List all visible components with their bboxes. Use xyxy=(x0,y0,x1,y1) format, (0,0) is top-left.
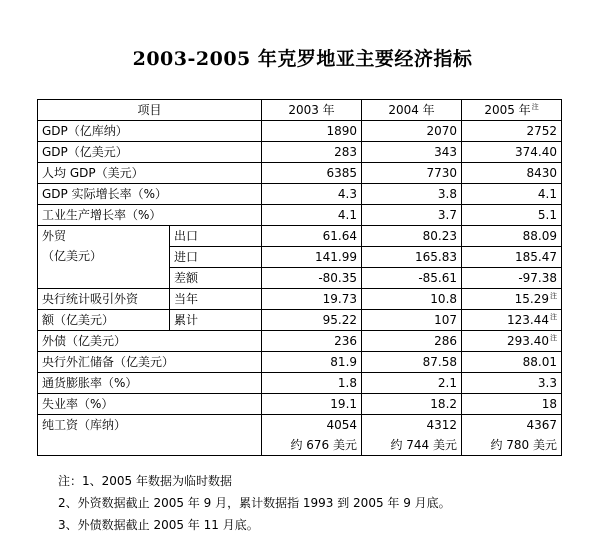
header-row xyxy=(38,100,562,121)
table-row xyxy=(38,415,562,456)
footnotes xyxy=(58,470,451,536)
cell-2003 xyxy=(262,415,362,456)
cell-value: 4054 xyxy=(326,418,358,432)
cell-2005 xyxy=(462,289,562,310)
cell-2004 xyxy=(362,415,462,456)
fdi-label-line2: 额（亿美元） xyxy=(38,310,170,331)
cell-2005: 185.47 xyxy=(462,247,562,268)
trade-group-label xyxy=(38,226,170,289)
cell-2004: 165.83 xyxy=(362,247,462,268)
cell-2003: 4.1 xyxy=(262,205,362,226)
cell-2005 xyxy=(462,331,562,352)
cell-2004: -85.61 xyxy=(362,268,462,289)
row-label: 通货膨胀率（%） xyxy=(38,373,262,394)
table-row xyxy=(38,331,562,352)
header-item: 项目 xyxy=(38,100,262,121)
table-row xyxy=(38,184,562,205)
cell-usd: 约 744 美元 xyxy=(390,438,458,452)
cell-usd: 约 676 美元 xyxy=(290,438,358,452)
page-title: 2003-2005 年克罗地亚主要经济指标 xyxy=(132,48,473,70)
header-2005-label: 2005 年 xyxy=(484,103,531,117)
cell-2005: 5.1 xyxy=(462,205,562,226)
economic-indicators-table xyxy=(37,99,562,456)
cell-usd: 约 780 美元 xyxy=(490,438,558,452)
trade-label-line2: （亿美元） xyxy=(42,249,103,263)
table-row xyxy=(38,142,562,163)
cell-2005: 88.09 xyxy=(462,226,562,247)
cell-2003: 19.73 xyxy=(262,289,362,310)
cell-2003: 141.99 xyxy=(262,247,362,268)
cell-2003: 236 xyxy=(262,331,362,352)
cell-2005: 374.40 xyxy=(462,142,562,163)
cell-2004: 18.2 xyxy=(362,394,462,415)
cell-2004: 3.8 xyxy=(362,184,462,205)
cell-2003: -80.35 xyxy=(262,268,362,289)
footnote-2: 2、外资数据截止 2005 年 9 月，累计数据指 1993 到 2005 年 9 月底。 xyxy=(58,496,451,510)
table-row xyxy=(38,352,562,373)
note-mark: 注 xyxy=(531,103,539,111)
cell-2005: 3.3 xyxy=(462,373,562,394)
cell-2005: 88.01 xyxy=(462,352,562,373)
cell-2004: 286 xyxy=(362,331,462,352)
cell-2004: 87.58 xyxy=(362,352,462,373)
header-2003: 2003 年 xyxy=(262,100,362,121)
table-row xyxy=(38,205,562,226)
cell-value: 4367 xyxy=(526,418,558,432)
row-label: GDP 实际增长率（%） xyxy=(38,184,262,205)
note-mark: 注 xyxy=(550,334,558,342)
row-label: 外债（亿美元） xyxy=(38,331,262,352)
cell-2003: 19.1 xyxy=(262,394,362,415)
sub-label: 出口 xyxy=(170,226,262,247)
cell-2005: 18 xyxy=(462,394,562,415)
cell-2004: 2.1 xyxy=(362,373,462,394)
cell-2003: 61.64 xyxy=(262,226,362,247)
note-mark: 注 xyxy=(550,313,558,321)
fdi-label-line1: 央行统计吸引外资 xyxy=(38,289,170,310)
cell-2004: 343 xyxy=(362,142,462,163)
cell-2004: 7730 xyxy=(362,163,462,184)
note-mark: 注 xyxy=(550,292,558,300)
cell-2004: 10.8 xyxy=(362,289,462,310)
trade-label-line1: 外贸 xyxy=(42,229,67,243)
cell-2004: 107 xyxy=(362,310,462,331)
row-label: 央行外汇储备（亿美元） xyxy=(38,352,262,373)
cell-2003: 4.3 xyxy=(262,184,362,205)
cell-value: 4312 xyxy=(426,418,458,432)
header-2004: 2004 年 xyxy=(362,100,462,121)
row-label: 失业率（%） xyxy=(38,394,262,415)
table-row xyxy=(38,163,562,184)
cell-2004: 3.7 xyxy=(362,205,462,226)
cell-value: 123.44 xyxy=(507,313,550,327)
cell-value: 293.40 xyxy=(507,334,550,348)
sub-label: 差额 xyxy=(170,268,262,289)
table-row xyxy=(38,121,562,142)
cell-2003: 81.9 xyxy=(262,352,362,373)
sub-label: 累计 xyxy=(170,310,262,331)
sub-label: 进口 xyxy=(170,247,262,268)
cell-2005 xyxy=(462,415,562,456)
cell-2005: 4.1 xyxy=(462,184,562,205)
table-row xyxy=(38,289,562,310)
table-row xyxy=(38,226,562,247)
cell-2003: 1.8 xyxy=(262,373,362,394)
cell-2005 xyxy=(462,310,562,331)
cell-value: 15.29 xyxy=(514,292,550,306)
cell-2005: 2752 xyxy=(462,121,562,142)
cell-2003: 95.22 xyxy=(262,310,362,331)
cell-2004: 80.23 xyxy=(362,226,462,247)
cell-2003: 283 xyxy=(262,142,362,163)
cell-2005: 8430 xyxy=(462,163,562,184)
cell-2004: 2070 xyxy=(362,121,462,142)
row-label: 工业生产增长率（%） xyxy=(38,205,262,226)
row-label: 纯工资（库纳） xyxy=(38,415,262,456)
cell-2003: 6385 xyxy=(262,163,362,184)
row-label: GDP（亿美元） xyxy=(38,142,262,163)
table-row xyxy=(38,310,562,331)
table-row xyxy=(38,373,562,394)
header-2005 xyxy=(462,100,562,121)
cell-2003: 1890 xyxy=(262,121,362,142)
footnote-3: 3、外债数据截止 2005 年 11 月底。 xyxy=(58,518,259,532)
cell-2005: -97.38 xyxy=(462,268,562,289)
row-label: GDP（亿库纳） xyxy=(38,121,262,142)
footnote-1: 注：1、2005 年数据为临时数据 xyxy=(58,474,232,488)
row-label: 人均 GDP（美元） xyxy=(38,163,262,184)
table-row xyxy=(38,394,562,415)
sub-label: 当年 xyxy=(170,289,262,310)
